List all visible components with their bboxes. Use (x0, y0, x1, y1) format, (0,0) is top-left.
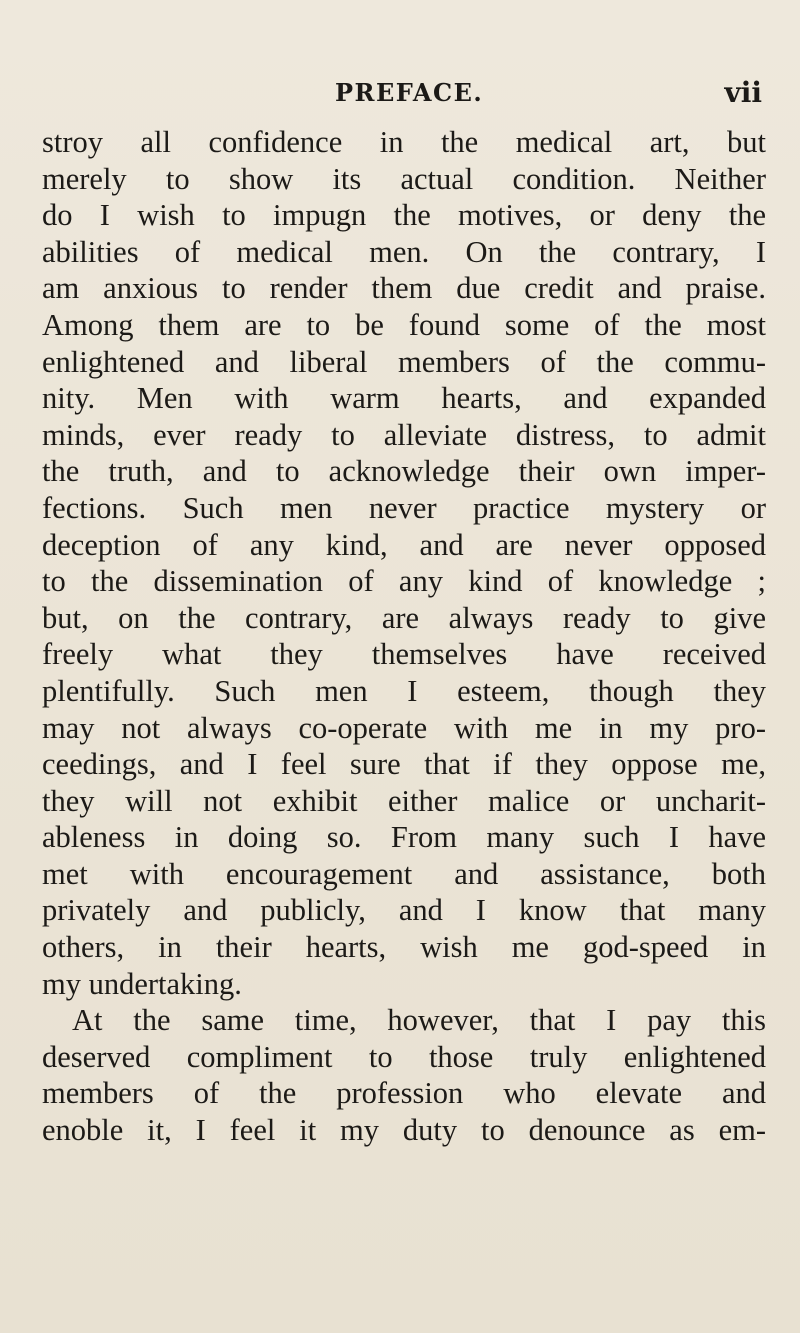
text-line: may not always co-operate with me in my pro- (42, 710, 766, 745)
body-text (42, 124, 766, 1149)
text-line: plentifully. Such men I esteem, though they (42, 673, 766, 708)
text-line: they will not exhibit either malice or uncharit- (42, 783, 766, 818)
running-head (40, 78, 766, 112)
text-line: am anxious to render them due credit and praise. (42, 271, 766, 306)
text-line: merely to show its actual condition. Neither (42, 161, 766, 196)
text-line: ableness in doing so. From many such I have (42, 820, 766, 855)
text-line: freely what they themselves have received (42, 637, 766, 672)
text-line: fections. Such men never practice mystery or (42, 490, 766, 525)
text-line: enoble it, I feel it my duty to denounce as em- (42, 1113, 766, 1148)
text-line: At the same time, however, that I pay this (72, 1003, 766, 1038)
text-line: enlightened and liberal members of the commu- (42, 344, 766, 379)
text-line: met with encouragement and assistance, both (42, 856, 766, 891)
text-line: the truth, and to acknowledge their own imper- (42, 454, 766, 489)
text-line: nity. Men with warm hearts, and expanded (42, 381, 766, 416)
text-line: my undertaking. (42, 966, 242, 1001)
text-line: abilities of medical men. On the contrary, I (42, 234, 766, 269)
text-line: deception of any kind, and are never opposed (42, 527, 766, 562)
text-line: to the dissemination of any kind of knowledge ; (42, 564, 766, 599)
text-line: privately and publicly, and I know that many (42, 893, 766, 928)
text-line: members of the profession who elevate and (42, 1076, 766, 1111)
text-line: Among them are to be found some of the most (42, 307, 766, 342)
text-line: minds, ever ready to alleviate distress, to admit (42, 417, 766, 452)
text-line: deserved compliment to those truly enlightened (42, 1039, 766, 1074)
text-line: but, on the contrary, are always ready to give (42, 600, 766, 635)
text-line: do I wish to impugn the motives, or deny the (42, 198, 766, 233)
text-line: stroy all confidence in the medical art, but (42, 125, 766, 159)
running-title: PREFACE. (335, 78, 484, 107)
text-line: others, in their hearts, wish me god-speed in (42, 930, 766, 965)
page-number: vii (724, 76, 762, 109)
text-line: ceedings, and I feel sure that if they oppose me, (42, 747, 766, 782)
